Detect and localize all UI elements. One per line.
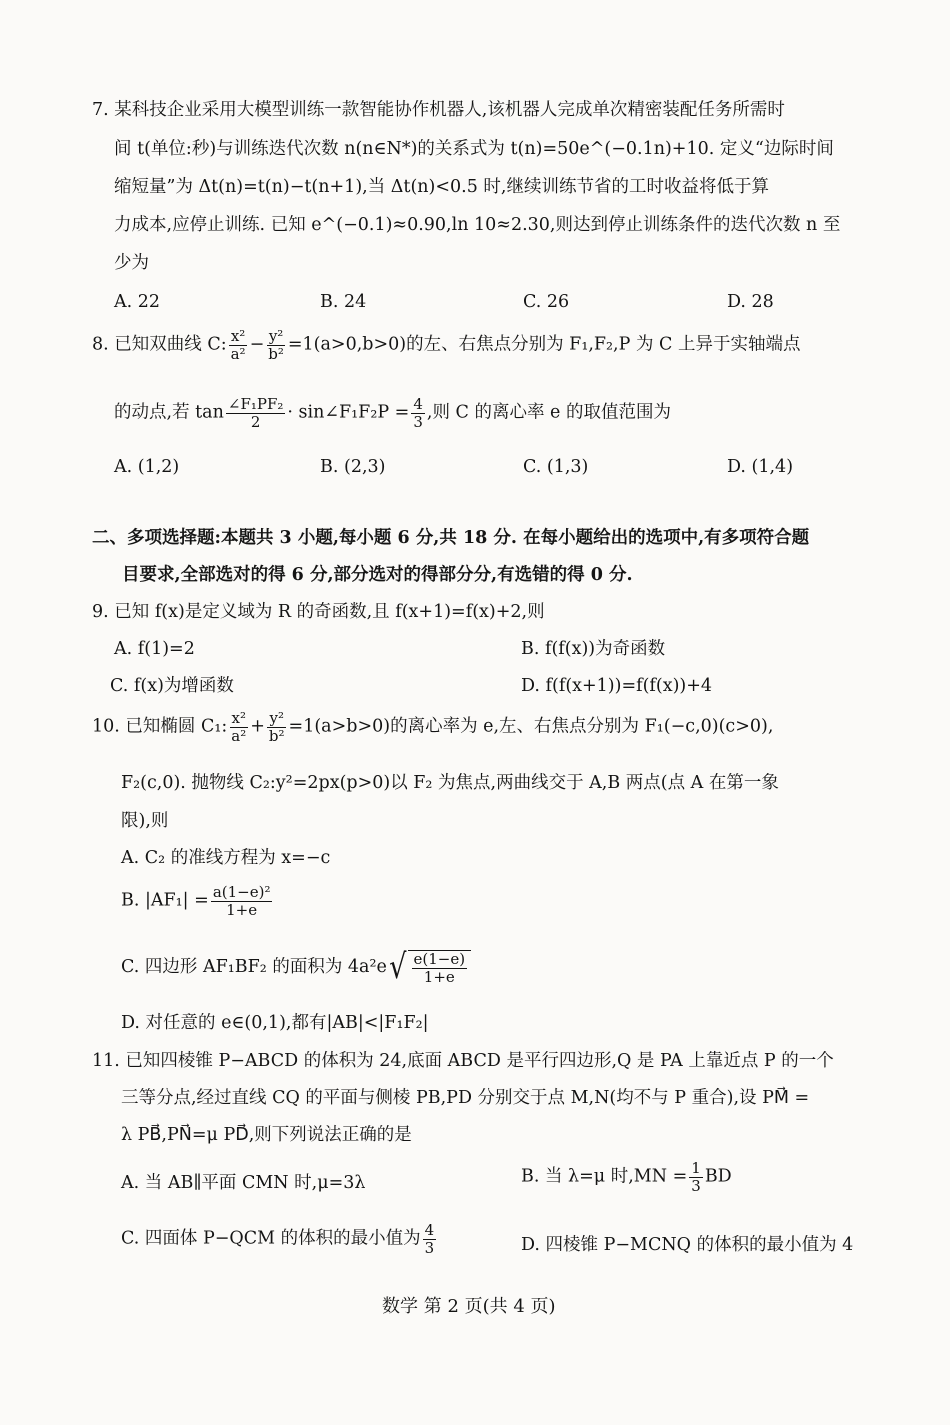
- q9-option-b: B. f(f(x))为奇函数: [521, 639, 666, 659]
- q8-frac-x2a2: [229, 328, 248, 362]
- q11-option-b: [521, 1160, 732, 1194]
- q10-option-d: D. 对任意的 e∈(0,1),都有|AB|<|F₁F₂|: [121, 1013, 429, 1033]
- frac-numerator: x²: [230, 327, 246, 345]
- frac-numerator: e(1−e): [413, 950, 466, 968]
- q10-plus: +: [250, 716, 265, 737]
- q8-frac-angle: [226, 396, 286, 430]
- q11-optb-frac: [689, 1160, 703, 1194]
- q11-optb-pre: B. 当 λ=μ 时,MN =: [521, 1166, 688, 1187]
- q10-option-a: A. C₂ 的准线方程为 x=−c: [121, 848, 331, 868]
- q7-option-c: C. 26: [523, 292, 570, 312]
- q10-option-c: [121, 947, 471, 987]
- frac-denominator: b²: [268, 726, 285, 745]
- q8-line1-post: =1(a>0,b>0)的左、右焦点分别为 F₁,F₂,P 为 C 上异于实轴端点: [287, 334, 801, 355]
- section-2-heading-line-2: 目要求,全部选对的得 6 分,部分选对的得部分分,有选错的得 0 分.: [122, 565, 633, 585]
- q11-optc-pre: C. 四面体 P−QCM 的体积的最小值为: [121, 1228, 421, 1249]
- q10-optb-frac: [211, 884, 273, 918]
- q11-optc-frac: [423, 1222, 437, 1256]
- frac-denominator: b²: [268, 344, 284, 363]
- q8-option-c: C. (1,3): [523, 457, 589, 477]
- q9-option-a: A. f(1)=2: [114, 639, 195, 659]
- frac-denominator: 3: [413, 412, 423, 431]
- q10-optc-frac: [412, 951, 468, 985]
- q10-line-1: [92, 710, 773, 744]
- frac-numerator: a(1−e)²: [212, 883, 271, 901]
- frac-numerator: 4: [413, 395, 423, 413]
- frac-numerator: x²: [231, 709, 246, 727]
- q10-line-3: 限),则: [121, 811, 169, 831]
- q8-option-b: B. (2,3): [320, 457, 386, 477]
- q7-option-d: D. 28: [727, 292, 774, 312]
- sqrt-icon: √ $\frac{e(1-e)}{1+e}$: [387, 950, 471, 985]
- q7-line-1: 7. 某科技企业采用大模型训练一款智能协作机器人,该机器人完成单次精密装配任务所需时: [92, 100, 785, 120]
- q8-line1-pre: 8. 已知双曲线 C:: [92, 334, 227, 355]
- q8-frac-y2b2: [266, 328, 286, 362]
- q9-option-c: C. f(x)为增函数: [110, 676, 234, 696]
- frac-numerator: 1: [691, 1159, 701, 1177]
- section-2-heading-line-1: 二、多项选择题:本题共 3 小题,每小题 6 分,共 18 分. 在每小题给出的选项中,有多项符合题: [92, 528, 810, 548]
- frac-denominator: 1+e: [423, 967, 455, 986]
- q10-line1-pre: 10. 已知椭圆 C₁:: [92, 716, 228, 737]
- frac-denominator: 1+e: [226, 900, 258, 919]
- frac-denominator: 3: [691, 1176, 701, 1195]
- q7-option-b: B. 24: [320, 292, 367, 312]
- q10-optc-pre: C. 四边形 AF₁BF₂ 的面积为 4a²e: [121, 957, 387, 977]
- q10-line-2: F₂(c,0). 抛物线 C₂:y²=2px(p>0)以 F₂ 为焦点,两曲线交于 A,B 两点(点 A 在第一象: [121, 773, 779, 793]
- q8-line2-mid: · sin∠F₁F₂P =: [287, 402, 410, 423]
- frac-numerator: 4: [424, 1221, 435, 1239]
- q9-option-d: D. f(f(x+1))=f(f(x))+4: [521, 676, 713, 696]
- q10-line1-post: =1(a>b>0)的离心率为 e,左、右焦点分别为 F₁(−c,0)(c>0),: [288, 716, 774, 737]
- q10-frac-y2b2: [267, 710, 287, 744]
- q11-line-1: 11. 已知四棱锥 P−ABCD 的体积为 24,底面 ABCD 是平行四边形,Q 是 PA 上靠近点 P 的一个: [92, 1051, 834, 1071]
- q8-line-2: [114, 396, 671, 430]
- frac-numerator: ∠F₁PF₂: [227, 395, 284, 413]
- q8-minus: −: [249, 334, 265, 355]
- q7-option-a: A. 22: [114, 292, 161, 312]
- frac-denominator: a²: [231, 726, 247, 745]
- frac-denominator: a²: [230, 344, 246, 363]
- q10-option-b: [121, 884, 274, 918]
- q7-line-3: 缩短量”为 Δt(n)=t(n)−t(n+1),当 Δt(n)<0.5 时,继续训练节省的工时收益将低于算: [114, 177, 769, 197]
- q9-stem: 9. 已知 f(x)是定义域为 R 的奇函数,且 f(x+1)=f(x)+2,则: [92, 602, 545, 622]
- q11-line-2: 三等分点,经过直线 CQ 的平面与侧棱 PB,PD 分别交于点 M,N(均不与 P 重合),设 PM⃗ =: [121, 1088, 810, 1108]
- frac-numerator: y²: [269, 709, 284, 727]
- q11-option-a: A. 当 AB∥平面 CMN 时,μ=3λ: [121, 1173, 366, 1193]
- q8-line2-pre: 的动点,若 tan: [114, 402, 224, 423]
- q11-optb-post: BD: [704, 1166, 732, 1187]
- q7-line-5: 少为: [114, 253, 149, 273]
- q8-frac-4-3: [411, 396, 425, 430]
- q11-option-c: [121, 1222, 438, 1256]
- q8-option-d: D. (1,4): [727, 457, 794, 477]
- frac-denominator: 3: [424, 1238, 435, 1257]
- q10-optb-pre: B. |AF₁| =: [121, 890, 209, 911]
- q8-line2-post: ,则 C 的离心率 e 的取值范围为: [426, 402, 671, 423]
- q11-line-3: λ PB⃗,PN⃗=μ PD⃗,则下列说法正确的是: [121, 1125, 412, 1145]
- q7-line-2: 间 t(单位:秒)与训练迭代次数 n(n∈N*)的关系式为 t(n)=50e^(−0.1n)+10. 定义“边际时间: [114, 139, 834, 159]
- frac-denominator: 2: [250, 412, 261, 431]
- frac-numerator: y²: [268, 327, 284, 345]
- q8-option-a: A. (1,2): [114, 457, 180, 477]
- page-footer: 数学 第 2 页(共 4 页): [382, 1296, 556, 1317]
- q10-frac-x2a2: [229, 710, 248, 744]
- q7-line-4: 力成本,应停止训练. 已知 e^(−0.1)≈0.90,ln 10≈2.30,则达到停止训练条件的迭代次数 n 至: [114, 215, 841, 235]
- q11-option-d: D. 四棱锥 P−MCNQ 的体积的最小值为 4: [521, 1235, 854, 1255]
- q8-line-1: [92, 328, 800, 362]
